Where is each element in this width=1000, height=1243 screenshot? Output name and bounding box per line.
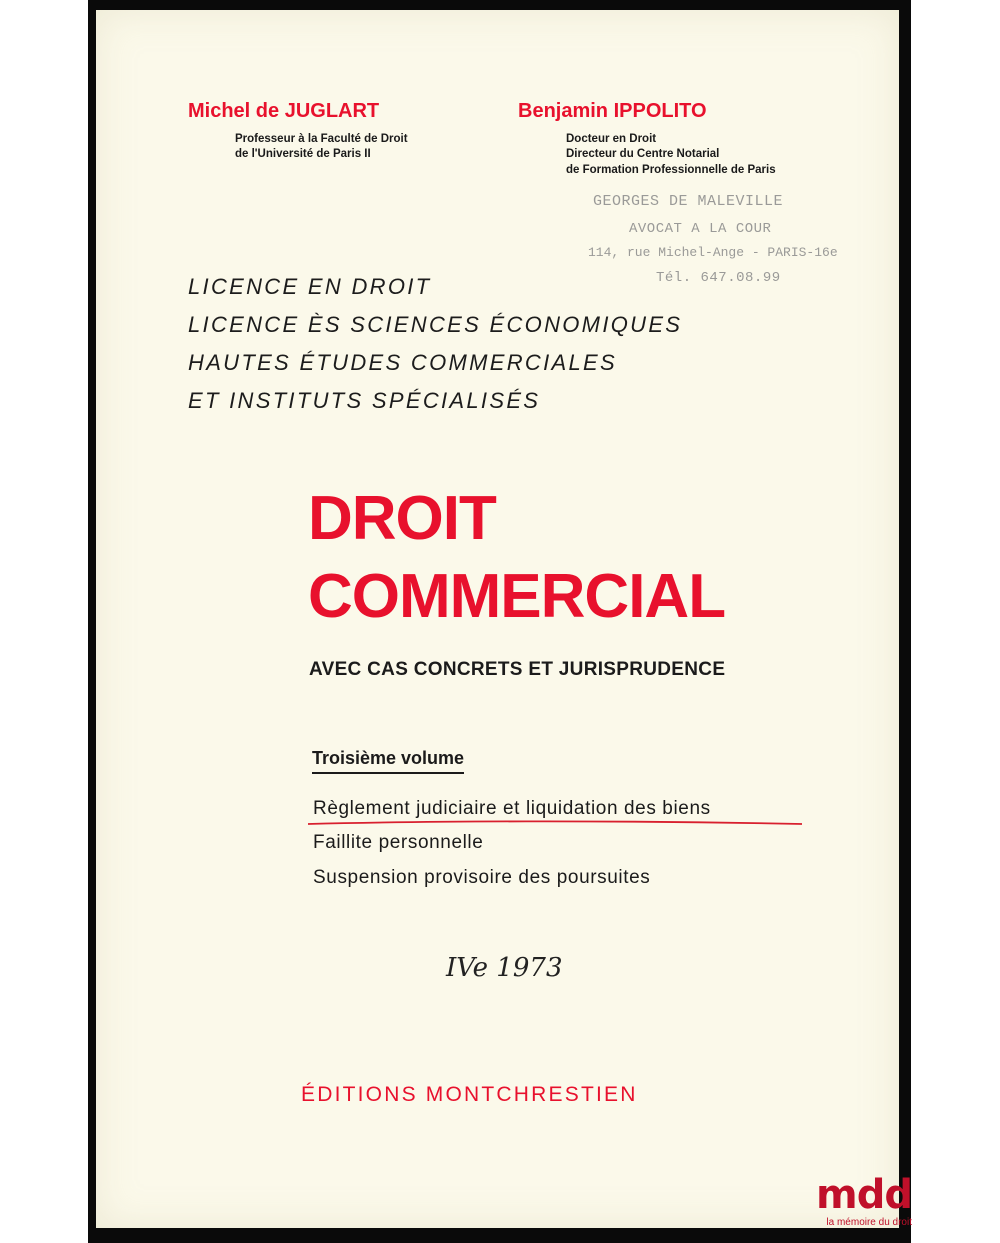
audience-line: LICENCE ÈS SCIENCES ÉCONOMIQUES — [188, 312, 683, 337]
book-title-line-2: COMMERCIAL — [308, 562, 726, 631]
book-cover — [96, 10, 899, 1228]
author-1-title: Professeur à la Faculté de Droit — [235, 133, 408, 145]
audience-line: ET INSTITUTS SPÉCIALISÉS — [188, 388, 541, 413]
author-2-title: de Formation Professionnelle de Paris — [566, 164, 776, 176]
owner-stamp-line: AVOCAT A LA COUR — [629, 221, 772, 237]
audience-line: HAUTES ÉTUDES COMMERCIALES — [188, 350, 617, 375]
author-2-name: Benjamin IPPOLITO — [518, 100, 707, 122]
owner-stamp-line: GEORGES DE MALEVILLE — [593, 193, 784, 210]
handwritten-underline — [306, 818, 806, 830]
handwritten-note: IVe 1973 — [446, 953, 563, 983]
owner-stamp-line: Tél. 647.08.99 — [656, 270, 781, 286]
author-1-title: de l'Université de Paris II — [235, 148, 371, 160]
book-subtitle: AVEC CAS CONCRETS ET JURISPRUDENCE — [309, 659, 726, 680]
book-title-line-1: DROIT — [308, 484, 496, 553]
author-2-title: Directeur du Centre Notarial — [566, 148, 720, 160]
watermark — [812, 1172, 912, 1228]
topic-line: Faillite personnelle — [313, 832, 484, 853]
audience-line: LICENCE EN DROIT — [188, 274, 432, 299]
publisher: ÉDITIONS MONTCHRESTIEN — [301, 1083, 638, 1106]
author-1-name: Michel de JUGLART — [188, 100, 380, 122]
watermark-tagline: la mémoire du droit — [826, 1217, 912, 1228]
volume-label: Troisième volume — [312, 748, 464, 774]
author-2-title: Docteur en Droit — [566, 133, 657, 145]
watermark-logo: mdd — [816, 1172, 912, 1218]
owner-stamp-line: 114, rue Michel-Ange - PARIS-16e — [588, 245, 838, 260]
topic-line: Suspension provisoire des poursuites — [313, 867, 651, 888]
topic-line: Règlement judiciaire et liquidation des biens — [313, 798, 711, 819]
